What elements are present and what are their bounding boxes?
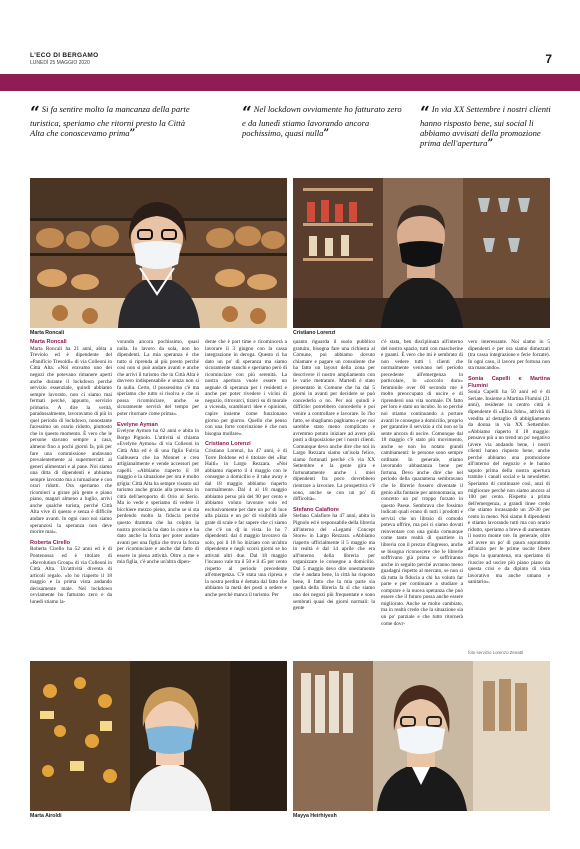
newspaper-name: L'ECO DI BERGAMO xyxy=(30,52,99,59)
open-quote-icon: “ xyxy=(30,103,40,123)
photo-bakery-worker xyxy=(30,178,287,328)
header-color-band xyxy=(0,74,580,91)
interviewee-heading: Sonia Capelli e Martina Flumini xyxy=(468,375,550,389)
pull-quote-text: In via XX Settembre i nostri clienti hanno risposto bene, sui social li abbiamo avvisati della promozione prima dell'apertura xyxy=(420,104,551,149)
article-column-1 xyxy=(30,339,112,607)
photo-bar-owner xyxy=(293,178,550,328)
article-paragraph: quanto riguarda il suolo pubblico gratuito, bisogna fare una richiesta al Comune, poi abbiamo dovuto chiamare e pagare un consulente che ha fatto un layout della zona per descrivere il nostro ampliamento con le varie metrature. Martedì è stato presentato in Comune che ha dai 5 giorni in avanti per decidere se può concederlo o no. Per noi quindi è difficile: potrebbero concederlo e poi venire a controllare e lavorare. Io l'ho fatto, se sbagliamo paghiamo e per noi sarebbe stato meno complicato e avremmo potuto iniziare ad avere più posti a disposizione per i nostri clienti. Comunque devo anche dire che noi in Largo Rezzara siamo un'isola felice, siamo fortunati perché c'è via XX Settembre e la gente gira e fortunatamente anche i miei dipendenti fra poco dovrebbero rientrare a lavorare. La prospettiva c'è sono, anche se con un po' di difficoltà». xyxy=(293,339,375,503)
open-quote-icon: “ xyxy=(420,103,430,123)
page-number: 7 xyxy=(545,52,552,66)
photo-caption: Marta Airoldi xyxy=(30,813,62,819)
interviewee-heading: Stefano Calafiore xyxy=(293,506,340,513)
pull-quote-1 xyxy=(30,104,195,140)
interviewee-heading: Roberta Cirello xyxy=(30,539,71,546)
close-quote-icon: ” xyxy=(129,128,136,140)
article-column-2 xyxy=(117,339,199,568)
interviewee-heading: Cristiano Lorenzi xyxy=(205,441,251,448)
article-paragraph: dente che è part time e ricomincerà a lavorare il 3 giugno con la cassa integrazione in deroga. Questo ci ha dato un po' di speranza ma siamo sicuramente stanchi e speriamo però di ricominciare con più serenità. La nostra apertura vuole essere un segnale di speranza per i residenti e anche per poter rivedere i vicini di negozio, ritrovarci, tirarci su di morale a vicenda, scambiarci idee e opinioni, capire insieme come funzionano giorno per giorno. Quello che penso con una forte convinzione è che non bisogna mollare». xyxy=(205,339,287,437)
photo-caption: Cristiano Lorenzi xyxy=(293,330,336,336)
pull-quote-text: Si fa sentire molto la mancanza della parte turistica, speriamo che ritorni presto la Città Alta che conoscevamo prima xyxy=(30,104,190,139)
pull-quotes xyxy=(30,104,552,154)
photo-caption: Mayya Heirhiyesh xyxy=(293,813,337,819)
article-paragraph: vorando ancora pochissimo, quasi nulla. Io lavoro da sola, non ho dipendenti. La mia speranza è che tutto si riprenda al più presto perché così non si può andare avanti e anche che arrivi il turismo che in Città Alta è davvero indispensabile e senza non si fa nulla. Certo, il possessimo c'è ma speriamo che tutto si risolva e che si possa ricominciare, anche se sicuramente servirà del tempo per poter ritornare come prima». xyxy=(117,339,199,418)
article-column-6 xyxy=(468,339,550,588)
open-quote-icon: “ xyxy=(242,103,252,123)
pull-quote-text: Nel lockdown ovviamente ho fatturato zero e da lunedì stiamo lavorando ancora pochissimo, quasi nulla xyxy=(242,104,402,139)
article-column-5 xyxy=(381,339,463,629)
article-paragraph: Stefano Calafiore ha 47 anni, abita in Pignolo ed è responsabile della libreria all'interno del «Legami Concept Store» in Largo Rezzara. «Abbiamo riaperto ufficialmente il 5 maggio ma in realtà è dal 14 aprile che era all'interno della libreria per organizzare le consegne a domicilio. Dal 5 maggio devo dire onestamente che è andata bene, la città ha risposto bene, il fatto che la mia parte sia quella della libreria fa sì che siamo uno dei negozi più frequentate e sono sembrati quasi dei giorni normali: la gente xyxy=(293,513,375,612)
issue-date: LUNEDÌ 25 MAGGIO 2020 xyxy=(30,60,90,66)
close-quote-icon: ” xyxy=(323,128,330,140)
article-paragraph: Roberta Cirello ha 52 anni ed è di Pontenossa ed è titolare di «Revolution Group» di via Colleoni in Città Alta. Un'attività diventa di articoli regalo. «Io ho riaperto il 18 maggio e la prima vista andando decisamente male. Nel lockdown ovviamente ho fatturato zero e da lunedì stiamo la- xyxy=(30,546,112,605)
article-paragraph: Sonia Capelli ha 50 anni ed è di Seriate. Insieme a Martina Flumini (21 anni), residente in centro città è dipendente di «Elisa John», attività di vendita al dettaglio di abbigliamento da donna in via XX Settembre. «Abbiamo riaperto il 18 maggio: pensavo più a un trend un po' negativo (avere via andando bene, i nostri clienti hanno risposto bene, anche perché abbiamo una promozione all'interno del negozio e le hanno saputo prima della nostra apertura tramite i canali social e la newsletter. Speriamo di continuare così, anzi di migliorare perché non siamo ancora al 100 per cento. Rispetto a prima dell'emergenza, a grandi linee credo che stiamo incassando un 20-30 per cento in meno. Noi siamo 8 dipendenti e stiamo lavorando tutti ma con orario ridotto, speriamo a breve di aumentare il nostro monte ore. In generale, oltre ad avere un po' di paura soprattutto all'inizio per le prime uscite libere dopo la quarantena, ora speriamo di riuscire ad uscire più piano piano da questa crisi e da dipinto di vista lavorativo ma anche umano e sanitario». xyxy=(468,389,550,586)
article-paragraph: vero interessante. Noi siamo in 5 dipendenti e per ora siamo dimezzati (tra cassa integrazione e ferie forzate). In ogni caso, il lavoro per fortuna non sta mancando». xyxy=(468,339,550,372)
photo-shop-worker xyxy=(30,661,287,811)
photo-credit: foto servizio Lorenzo Zenatti xyxy=(468,650,524,655)
article-paragraph: Marta Roncali ha 21 anni, abita a Treviolo ed è dipendente del «Panificio Tresoldi» di via Colleoni in Città Alta. «Noi eravamo uno dei negozi che potevano rimanere aperti anche durante il lockdown perché servizio essenziale, quindi abbiamo sempre lavorato, non ci siamo mai fermati perché, appunto, servizio primario. A dire la verità, paradossalmente, lavoravamo di più in quel periodo di lockdown, nonostante facessimo un orario ridotto, piuttosto che in questo momento. È vero che le persone stavano sempre a casa, almeno fino a pochi giorni fa, più per fare una commissione andavano prevalentemente ai supermercati: ai generi alimentari e al pane. Noi siamo una ditta di dipendenti e abbiamo sempre lavorato ma a turnazione e con orari ridotti. Ora speriamo che ricomінci a girare più gente e piano piano, magari almeno a luglio, arrivi anche qualche turista, perché Città Alta vive di questo e senza è difficile andare avanti. In ogni caso noi siamo speranzosi la speranza non deve morire mai». xyxy=(30,345,112,536)
close-quote-icon: ” xyxy=(487,138,494,150)
article-paragraph: c'è stata, ben disciplinata all'interno del nostro spazio, tutti con mascherine e guanti. È vero che mi è sembrato di non vedere tutti i clienti che normalmente venivano nel periodo precedente all'emergenza in particolare, lo «zoccolo duro» femminile over 60 secondo me è molto preoccupato di uscire e di riprendersi una vita normale. Di fatto per loro è stato un incubo. Io so perché noi stiamo continuando a portare avanti le consegne a domicilio, proprio per garantire il servizio a chi non se la sente ancora di uscire. Comunque dal 18 maggio c'è stato più movimento, anche se non ho notato grandi cambiamenti: le persone sono sempre ordinate. In generale, stiamo lavorando abbastanza bene per fortuna. Devo anche dire che nel periodo della quarantena sembravano che le librerie fossero diventate il genio alla fantasie per antonomasia, un concetto un po' troppo forzato in questo Paese. Sembrava che fossimo indicati quali erano di tutti i prodotti e servizi che un libraio di comodo poteva offrire, ma poi ci siamo dovuti reinventare con una guida comunque come tante realtà di quartiere in libreria con il prezzo d'ingresso, anche se bisogna riconoscere che le librerie soffrivano già prima e soffriranno anche in seguito perché avranno meno guadagni rispetto al mercato, se non si dà tutta la fiducia a chi ha voluto far parte e per continuare a studiare a comprare e la nuova speranza che può essere che il futuro possa anche essere migliorato. Anche se molto cambiato, ma in realtà credo che la situazione sia un po' parziale e che tutto ritornerà come dovr- xyxy=(381,339,463,627)
article-column-4 xyxy=(293,339,375,614)
interviewee-heading: Evelyne Ayman xyxy=(117,421,158,428)
pull-quote-2 xyxy=(242,104,402,140)
interviewee-heading: Marta Roncali xyxy=(30,339,67,345)
pull-quote-3 xyxy=(420,104,555,150)
masthead xyxy=(30,52,98,66)
article-column-3 xyxy=(205,339,287,601)
article-paragraph: Evelyne Aymon ha 62 anni e abita in Borgo Pignolo. L'attività si chiama «Evelyne Aymon» di via Colleoni in Città Alta ed è di una figlia Fulvia Galbusera che ha Monnet e crea artigianalmente e vende accessori per capelli. «Abbiamo riaperto il 18 maggio e la situazione per ora è molto grigia: Città Alta ha sempre vissuto sul turismo anche grazie alla presenza in città dell'aeroporto di Orio al Serio. Ma io vedo e speriamo di vedere il bicchiere mezzo pieno, anche se si sta perdendo molto la fiducia perché questo dramma che ha colpito la nostra provincia ha dato la cuore e ha dato anche la forza per poter andare avanti per una figlia che trova la forza per ricominciare e anche dal fatto di essere in piena attività. Oltre a me e mia figlia, c'è anche un'altra dipen- xyxy=(117,428,199,566)
photo-caption: Marta Roncali xyxy=(30,330,65,336)
photo-boutique-worker xyxy=(293,661,550,811)
article-paragraph: Cristiano Lorenzi, ha 47 anni, è di Torre Boldone ed è titolare del «Bar Haiti» in Largo Rezzara. «Noi abbiamo riaperto il 4 maggio con le consegne a domicilio e il take away e dal 18 maggio abbiamo riaperto normalmente. Dal 4 al 18 maggio abbiamo perso più del 90 per cento e abbiamo voluto lavorare solo ed esclusivamente per dare un po' di luce alla piazza e un po' di visibilità alle grate di scale e far sapere che ci siamo che c'è un dj in vista. Io ho 7 dipendenti: dal 4 maggio lavoravo da solo, poi il 18 ho iniziato con un'altra dipendente e negli scorsi giorni se ho attivati altri due. Dal 18 maggio l'incasso vale tra il 50 e il 45 per cento rispetto al periodo precedente all'emergenza. C'è stata una ripresa e la nostra perdita è dettata dal fatto che abbiamo la metà dei posti a sedere e anche perché manca il turismo. Per xyxy=(205,448,287,599)
